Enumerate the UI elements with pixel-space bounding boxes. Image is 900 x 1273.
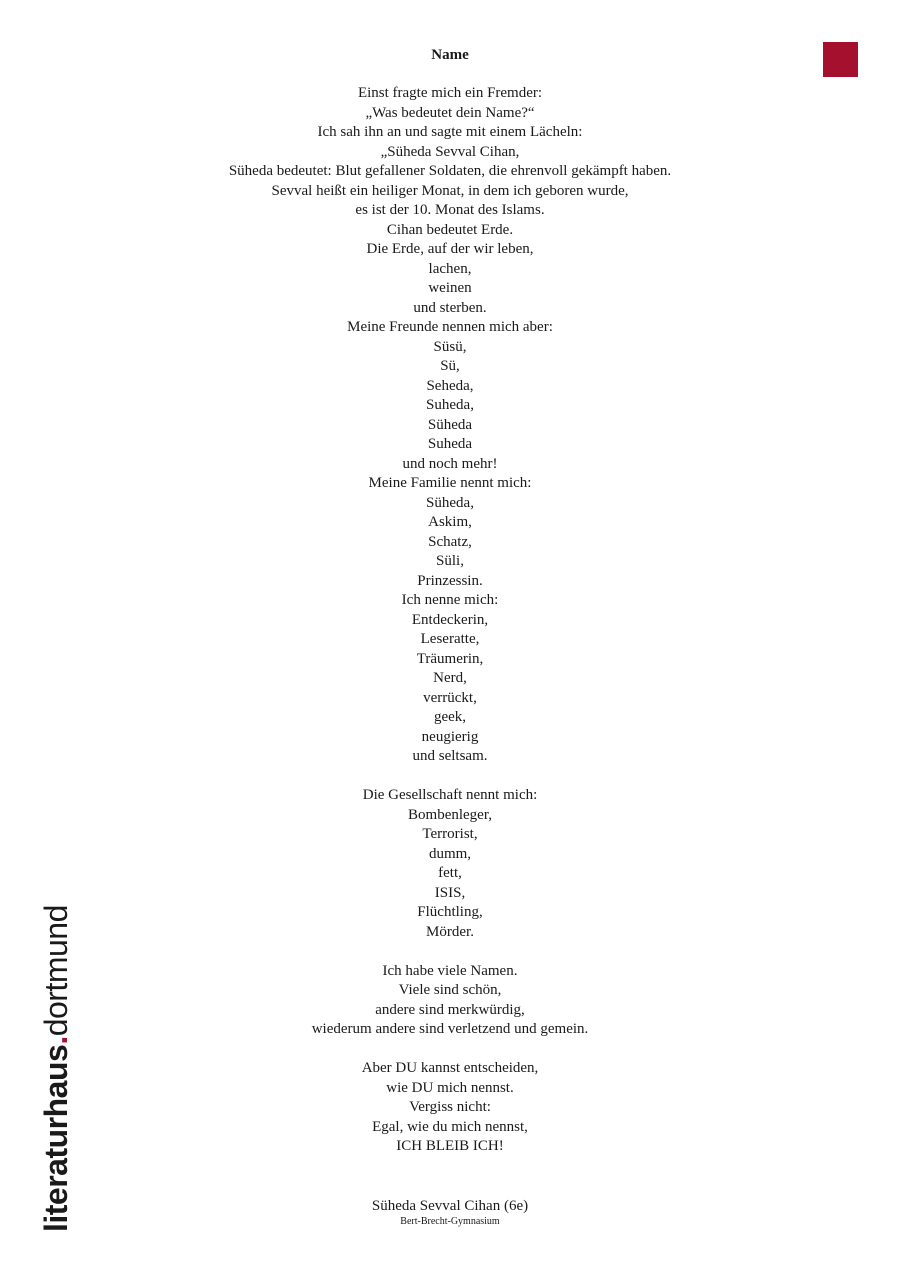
poem-line: Meine Freunde nennen mich aber: — [347, 319, 553, 335]
poem-line: Süheda, — [426, 494, 474, 511]
poem-line: Leseratte, — [420, 631, 480, 647]
poem-line: fett, — [438, 865, 462, 881]
poem-line: „Süheda Sevval Cihan, — [380, 143, 520, 160]
poem-line: Die Gesellschaft nennt mich: — [362, 787, 538, 803]
poem-line: es ist der 10. Monat des Islams. — [355, 202, 545, 218]
poem-line: Prinzessin. — [417, 572, 483, 589]
poem-line: Einst fragte mich ein Fremder: — [357, 85, 543, 101]
poem-stanza — [0, 786, 900, 942]
poem-line: Bombenleger, — [408, 806, 492, 823]
poem-line: verrückt, — [423, 689, 477, 706]
poem-line: Vergiss nicht: — [409, 1099, 491, 1115]
poem-stanza — [0, 962, 900, 1040]
poem-line: wiederum andere sind verletzend und gemein. — [311, 1021, 589, 1037]
poem-line: Schatz, — [428, 533, 472, 550]
poem-line: Cihan bedeutet Erde. — [386, 221, 514, 238]
poem-line: Süheda — [427, 416, 473, 433]
poem-line: Askim, — [428, 514, 472, 530]
poem-line: Meine Familie nennt mich: — [368, 475, 532, 491]
poem-line: Ich sah ihn an und sagte mit einem Lächeln: — [317, 124, 583, 140]
poem-author: Süheda Sevval Cihan (6e) — [371, 1198, 529, 1214]
poem-line: wie DU mich nennst. — [386, 1079, 514, 1096]
logo-text-dortmund: dortmund — [38, 905, 74, 1037]
poem-line: lachen, — [428, 260, 472, 277]
poem-line: Ich habe viele Namen. — [382, 962, 518, 979]
literaturhaus-logo — [38, 905, 74, 1232]
poem-line: ISIS, — [434, 884, 466, 901]
poem-line: Seheda, — [426, 377, 474, 394]
poem-line: Ich nenne mich: — [401, 592, 499, 608]
poem-line: und seltsam. — [412, 748, 488, 764]
poem-line: Egal, wie du mich nennst, — [372, 1118, 528, 1135]
poem-line: Terrorist, — [422, 826, 478, 842]
poem-line: Suheda — [427, 436, 473, 452]
poem-line: Süheda bedeutet: Blut gefallener Soldaten, die ehrenvoll gekämpft haben. — [228, 163, 672, 179]
poem-line: geek, — [433, 709, 467, 725]
poem-line: Entdeckerin, — [411, 611, 489, 628]
poem-line: Sevval heißt ein heiliger Monat, in dem ich geboren wurde, — [271, 182, 629, 199]
logo-text-literaturhaus: literaturhaus — [38, 1044, 74, 1232]
poem-line: neugierig — [421, 728, 479, 745]
poem-line: Aber DU kannst entscheiden, — [361, 1060, 539, 1076]
poem-line: andere sind merkwürdig, — [375, 1001, 525, 1018]
author-school: Bert-Brecht-Gymnasium — [400, 1216, 500, 1227]
poem-line: Süsü, — [433, 338, 467, 355]
poem-line: Flüchtling, — [417, 904, 483, 920]
poem-line: weinen — [428, 280, 472, 296]
poem-line: Süli, — [436, 553, 464, 569]
poem-title: Name — [431, 47, 469, 63]
poem-stanza — [0, 84, 900, 767]
poem-stanza — [0, 1059, 900, 1157]
poem-line: Mörder. — [426, 923, 474, 940]
logo-dot: . — [38, 1036, 74, 1045]
poem-line: ICH BLEIB ICH! — [396, 1138, 504, 1154]
poem-line: Nerd, — [433, 670, 467, 686]
poem-body — [0, 84, 900, 1157]
poem-line: „Was bedeutet dein Name?“ — [365, 104, 535, 121]
poem-line: Die Erde, auf der wir leben, — [366, 241, 534, 257]
poem-line: und sterben. — [413, 299, 487, 316]
poem-line: Sü, — [440, 358, 460, 374]
poem-line: und noch mehr! — [402, 455, 498, 472]
poem-line: Träumerin, — [416, 650, 484, 667]
poem-line: dumm, — [428, 845, 472, 862]
poem-line: Viele sind schön, — [398, 982, 502, 998]
poem-line: Suheda, — [426, 397, 474, 413]
